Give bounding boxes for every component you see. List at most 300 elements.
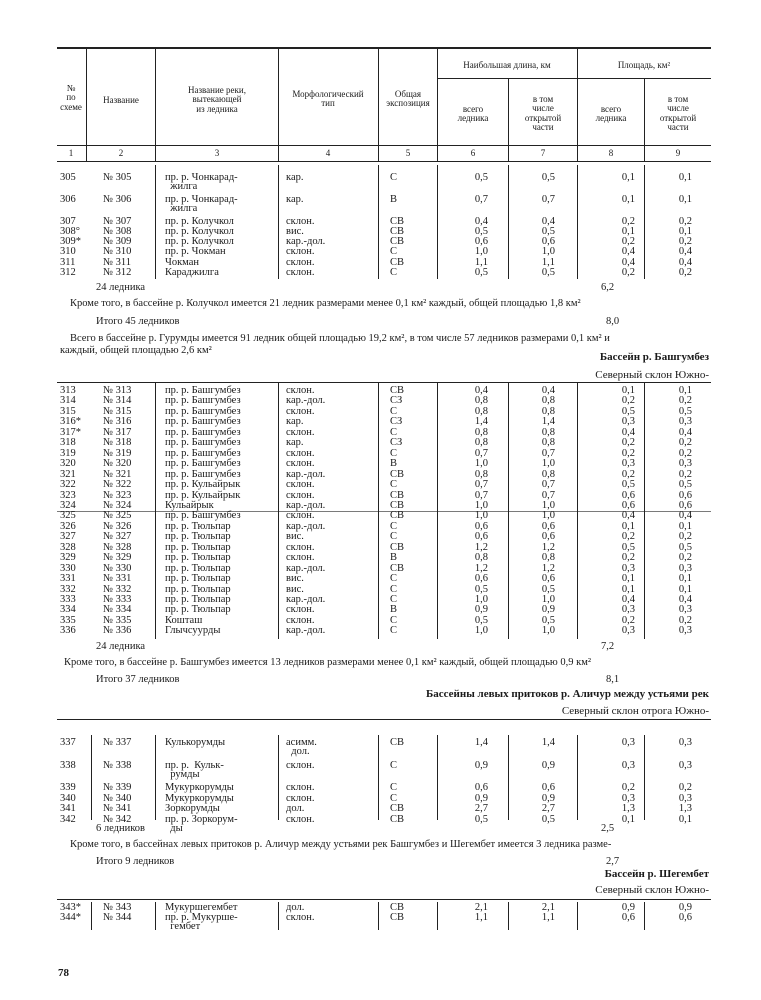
length-open: 1,0 (541, 499, 555, 511)
area-open: 0,2 (678, 216, 692, 227)
length-open: 1,1 (541, 257, 555, 268)
length-total: 0,6 (474, 531, 488, 543)
length-open: 0,4 (541, 385, 555, 396)
river-name: пр. р. Колучкол (165, 216, 234, 227)
glacier-number: 328 (60, 541, 76, 553)
area-total: 0,1 (621, 814, 635, 825)
group3-note: Кроме того, в бассейнах левых притоков р. Аличур между устьями рек Башгумбез и Шегембет имеется 3 ледника разме- (70, 839, 612, 850)
morph-type: склон. (286, 479, 315, 491)
river-name: пр. р. Колучкол (165, 226, 234, 237)
group3-total: Итого 9 ледников (96, 856, 175, 867)
glacier-number: 307 (60, 216, 76, 227)
river-name: пр. р. Башгумбез (165, 510, 241, 522)
length-open: 0,5 (541, 614, 555, 626)
length-total: 1,2 (474, 541, 488, 553)
length-open: 0,7 (541, 447, 555, 459)
group2-total: Итого 37 ледников (96, 674, 180, 685)
table-row (0, 417, 761, 427)
river-name: пр. р. Кульайрык (165, 489, 241, 501)
header-colnum: 1 (68, 148, 74, 158)
length-total: 1,0 (474, 246, 488, 257)
morph-type: склон. (286, 489, 315, 501)
morph-type: склон. (286, 216, 315, 227)
exposition: СЗ (390, 437, 403, 449)
morph-type: склон. (286, 385, 315, 396)
area-open: 0,1 (678, 172, 692, 183)
group1-note2b: каждый, общей площадью 2,6 км² (60, 345, 212, 356)
glacier-number: 341 (60, 803, 76, 814)
group3-total-area: 2,7 (606, 856, 620, 867)
river-name: пр. р. Тюльпар (165, 520, 231, 532)
length-open: 0,9 (541, 793, 555, 804)
morph-type: дол. (286, 902, 305, 913)
glacier-name: № 311 (103, 257, 132, 268)
exposition: СВ (390, 489, 405, 501)
river-name: пр. р. Тюльпар (165, 562, 231, 574)
glacier-number: 310 (60, 246, 76, 257)
exposition: В (390, 194, 398, 205)
glacier-name: № 343 (103, 902, 132, 913)
exposition: С (390, 520, 398, 532)
glacier-number: 332 (60, 583, 76, 595)
length-total: 0,6 (474, 782, 488, 793)
length-total: 0,4 (474, 216, 488, 227)
header-area-total: всего ледника (595, 104, 627, 124)
group4-basin-heading: Бассейн р. Шегембет (604, 868, 709, 880)
area-total: 0,3 (621, 458, 635, 470)
header-length-group: Наибольшая длина, км (463, 60, 551, 70)
glacier-name: № 333 (103, 594, 132, 605)
morph-type: склон. (286, 510, 315, 522)
area-total: 0,3 (621, 625, 635, 637)
area-total: 0,2 (621, 267, 635, 278)
table-row (0, 626, 761, 636)
header-colnum: 3 (214, 148, 220, 158)
exposition: С (390, 625, 398, 637)
glacier-name: № 341 (103, 803, 132, 814)
area-open: 0,2 (678, 395, 692, 407)
area-open: 0,3 (678, 737, 692, 748)
river-name: пр. р. Чокман (165, 246, 226, 257)
exposition: СВ (390, 803, 405, 814)
glacier-name: № 325 (103, 510, 132, 522)
area-open: 0,4 (678, 246, 692, 257)
river-name: пр. р. Башгумбез (165, 405, 241, 417)
area-open: 0,3 (678, 458, 692, 470)
morph-type: склон. (286, 405, 315, 417)
length-total: 0,7 (474, 194, 488, 205)
river-name: Мукуршегембет (165, 902, 238, 913)
table-row (0, 804, 761, 814)
header-col-river: Название реки, вытекающей из ледника (188, 85, 246, 114)
glacier-number: 342 (60, 814, 76, 825)
group2-count-area: 7,2 (601, 641, 615, 652)
table-row (0, 760, 761, 780)
area-total: 0,4 (621, 510, 635, 522)
river-name: Кулькорумды (165, 737, 226, 748)
length-open: 0,8 (541, 552, 555, 564)
glacier-name: № 305 (103, 172, 132, 183)
morph-type: кар.-дол. (286, 236, 326, 247)
area-open: 0,1 (678, 385, 692, 396)
river-name: пр. р. Тюльпар (165, 552, 231, 564)
header-area-group: Площадь, км² (617, 60, 671, 70)
glacier-name: № 314 (103, 395, 132, 407)
area-total: 0,4 (621, 246, 635, 257)
morph-type: вис. (286, 531, 304, 543)
area-total: 0,1 (621, 573, 635, 585)
glacier-name: № 323 (103, 489, 132, 501)
river-name: Глычсуурды (165, 625, 221, 637)
exposition: С (390, 246, 398, 257)
area-total: 0,3 (621, 604, 635, 616)
area-open: 0,5 (678, 479, 692, 491)
river-name: пр. р. Башгумбез (165, 458, 241, 470)
glacier-number: 321 (60, 468, 76, 480)
length-open: 1,0 (541, 594, 555, 605)
length-total: 0,8 (474, 468, 488, 480)
exposition: С (390, 426, 398, 438)
area-open: 0,4 (678, 594, 692, 605)
table-row (0, 194, 761, 214)
area-total: 0,6 (621, 912, 635, 923)
area-open: 0,1 (678, 573, 692, 585)
exposition: С (390, 793, 398, 804)
page-number: 78 (58, 967, 69, 979)
glacier-number: 339 (60, 782, 76, 793)
table-row (0, 268, 761, 278)
river-name: пр. р. Мукурше- гембет (165, 912, 238, 932)
river-name: пр. р. Башгумбез (165, 437, 241, 449)
length-open: 0,8 (541, 437, 555, 449)
glacier-number: 330 (60, 562, 76, 574)
group2-note: Кроме того, в бассейне р. Башгумбез имеется 13 ледников размерами менее 0,1 км² каждый, общей площадью 0,9 км² (64, 657, 592, 668)
length-open: 0,5 (541, 583, 555, 595)
area-open: 0,1 (678, 583, 692, 595)
length-total: 1,0 (474, 594, 488, 605)
river-name: пр. р. Зоркорум- ды (165, 814, 238, 834)
header-colnum: 8 (608, 148, 614, 158)
exposition: СВ (390, 541, 405, 553)
length-open: 0,6 (541, 236, 555, 247)
length-total: 0,8 (474, 426, 488, 438)
glacier-name: № 330 (103, 562, 132, 574)
area-total: 0,5 (621, 479, 635, 491)
length-open: 1,4 (541, 737, 555, 748)
header-col-no: № по схеме (60, 83, 82, 112)
morph-type: кар. (286, 416, 304, 428)
header-colnum: 4 (325, 148, 331, 158)
glacier-number: 308° (60, 226, 80, 237)
area-total: 0,5 (621, 405, 635, 417)
group4-top-rule (57, 899, 711, 900)
river-name: пр. р. Колучкол (165, 236, 234, 247)
area-open: 0,6 (678, 499, 692, 511)
morph-type: кар. (286, 437, 304, 449)
length-total: 0,5 (474, 614, 488, 626)
glacier-number: 344* (60, 912, 81, 923)
area-total: 0,1 (621, 194, 635, 205)
exposition: В (390, 458, 398, 470)
morph-type: кар. (286, 172, 304, 183)
length-total: 0,7 (474, 489, 488, 501)
glacier-number: 326 (60, 520, 76, 532)
area-total: 0,4 (621, 257, 635, 268)
table-row (0, 480, 761, 490)
morph-type: вис. (286, 583, 304, 595)
length-total: 0,8 (474, 552, 488, 564)
area-open: 0,1 (678, 194, 692, 205)
col-divider (278, 48, 279, 161)
morph-type: склон. (286, 246, 315, 257)
area-open: 0,1 (678, 814, 692, 825)
river-name: пр. р. Чонкарад- жилга (165, 194, 238, 214)
table-row (0, 605, 761, 615)
exposition: С (390, 172, 398, 183)
area-total: 0,2 (621, 531, 635, 543)
group1-total-area: 8,0 (606, 316, 620, 327)
length-open: 1,0 (541, 510, 555, 522)
river-name: Кульайрык (165, 499, 214, 511)
glacier-number: 314 (60, 395, 76, 407)
length-open: 0,8 (541, 405, 555, 417)
morph-type: вис. (286, 226, 304, 237)
area-total: 0,1 (621, 172, 635, 183)
area-total: 0,3 (621, 760, 635, 771)
area-open: 0,2 (678, 437, 692, 449)
exposition: С (390, 760, 398, 771)
glacier-number: 313 (60, 385, 76, 396)
exposition: СВ (390, 902, 405, 913)
glacier-number: 336 (60, 625, 76, 637)
table-row (0, 574, 761, 584)
length-total: 2,1 (474, 902, 488, 913)
area-total: 0,4 (621, 426, 635, 438)
length-total: 0,9 (474, 793, 488, 804)
length-open: 0,5 (541, 172, 555, 183)
area-total: 0,4 (621, 594, 635, 605)
glacier-number: 322 (60, 479, 76, 491)
glacier-name: № 307 (103, 216, 132, 227)
area-open: 0,2 (678, 236, 692, 247)
river-name: пр. р. Тюльпар (165, 604, 231, 616)
col-divider (378, 48, 379, 161)
river-name: Мукуркорумды (165, 782, 234, 793)
exposition: В (390, 604, 398, 616)
exposition: СВ (390, 562, 405, 574)
area-open: 0,4 (678, 510, 692, 522)
header-colnum: 2 (118, 148, 124, 158)
length-total: 1,0 (474, 510, 488, 522)
glacier-name: № 326 (103, 520, 132, 532)
morph-type: кар.-дол. (286, 625, 326, 637)
length-total: 0,8 (474, 395, 488, 407)
area-open: 0,5 (678, 405, 692, 417)
glacier-name: № 317 (103, 426, 132, 438)
length-open: 0,7 (541, 194, 555, 205)
glacier-number: 318 (60, 437, 76, 449)
table-row (0, 511, 761, 521)
group2-basin-heading: Бассейн р. Башгумбез (599, 351, 709, 363)
glacier-name: № 320 (103, 458, 132, 470)
glacier-name: № 310 (103, 246, 132, 257)
exposition: С (390, 531, 398, 543)
morph-type: кар.-дол. (286, 562, 326, 574)
area-total: 0,3 (621, 737, 635, 748)
river-name: пр. р. Тюльпар (165, 573, 231, 585)
col-divider (155, 48, 156, 161)
exposition: С (390, 479, 398, 491)
col-divider (86, 48, 87, 161)
length-open: 0,6 (541, 782, 555, 793)
glacier-number: 340 (60, 793, 76, 804)
table-row (0, 532, 761, 542)
river-name: Кошташ (165, 614, 203, 626)
glacier-number: 311 (60, 257, 76, 268)
glacier-name: № 337 (103, 737, 132, 748)
morph-type: склон. (286, 912, 315, 923)
morph-type: склон. (286, 458, 315, 470)
area-total: 0,1 (621, 226, 635, 237)
exposition: СВ (390, 510, 405, 522)
glacier-number: 317* (60, 426, 81, 438)
exposition: СВ (390, 216, 405, 227)
morph-type: вис. (286, 573, 304, 585)
length-open: 2,1 (541, 902, 555, 913)
length-total: 0,8 (474, 437, 488, 449)
glacier-number: 323 (60, 489, 76, 501)
length-total: 0,4 (474, 385, 488, 396)
exposition: СЗ (390, 416, 403, 428)
river-name: пр. р. Башгумбез (165, 416, 241, 428)
glacier-name: № 342 (103, 814, 132, 825)
glacier-name: № 315 (103, 405, 132, 417)
group2-slope-heading: Северный склон Южно- (595, 369, 709, 381)
length-total: 0,5 (474, 583, 488, 595)
length-open: 1,2 (541, 562, 555, 574)
length-total: 0,6 (474, 573, 488, 585)
length-open: 0,7 (541, 489, 555, 501)
area-total: 0,9 (621, 902, 635, 913)
glacier-name: № 313 (103, 385, 132, 396)
glacier-number: 316* (60, 416, 81, 428)
area-open: 0,4 (678, 257, 692, 268)
glacier-number: 327 (60, 531, 76, 543)
length-total: 0,7 (474, 447, 488, 459)
table-colnum-rule (57, 161, 711, 162)
glacier-number: 325 (60, 510, 76, 522)
glacier-number: 337 (60, 737, 76, 748)
river-name: пр. р. Башгумбез (165, 468, 241, 480)
glacier-name: № 339 (103, 782, 132, 793)
morph-type: склон. (286, 552, 315, 564)
river-name: пр. р. Башгумбез (165, 426, 241, 438)
group2-total-area: 8,1 (606, 674, 620, 685)
river-name: пр. р. Тюльпар (165, 583, 231, 595)
length-total: 0,6 (474, 520, 488, 532)
area-total: 0,1 (621, 520, 635, 532)
length-open: 1,2 (541, 541, 555, 553)
table-row (0, 491, 761, 501)
area-open: 0,6 (678, 912, 692, 923)
area-total: 0,2 (621, 447, 635, 459)
river-name: Чокман (165, 257, 200, 268)
group3-top-rule (57, 719, 711, 720)
glacier-number: 335 (60, 614, 76, 626)
glacier-name: № 331 (103, 573, 132, 585)
header-colnum: 7 (540, 148, 546, 158)
glacier-number: 333 (60, 594, 76, 605)
area-total: 0,1 (621, 385, 635, 396)
length-total: 1,1 (474, 257, 488, 268)
morph-type: склон. (286, 426, 315, 438)
table-row (0, 553, 761, 563)
header-col-expo: Общая экспозиция (386, 89, 430, 109)
glacier-number: 334 (60, 604, 76, 616)
glacier-name: № 306 (103, 194, 132, 205)
length-total: 0,5 (474, 226, 488, 237)
morph-type: склон. (286, 604, 315, 616)
area-open: 0,4 (678, 426, 692, 438)
area-total: 0,3 (621, 562, 635, 574)
exposition: СВ (390, 257, 405, 268)
glacier-name: № 335 (103, 614, 132, 626)
length-open: 0,4 (541, 216, 555, 227)
area-open: 0,9 (678, 902, 692, 913)
area-total: 0,2 (621, 552, 635, 564)
morph-type: склон. (286, 814, 315, 825)
area-open: 1,3 (678, 803, 692, 814)
exposition: С (390, 405, 398, 417)
river-name: пр. р. Башгумбез (165, 385, 241, 396)
length-open: 0,8 (541, 426, 555, 438)
area-total: 0,3 (621, 416, 635, 428)
area-open: 0,3 (678, 604, 692, 616)
exposition: С (390, 594, 398, 605)
exposition: С (390, 782, 398, 793)
table-row (0, 737, 761, 757)
group1-note2a: Всего в бассейне р. Гурумды имеется 91 ледник общей площадью 19,2 км², в том числе 57 ледников размерами 0,1 км² и (70, 333, 610, 344)
morph-type: кар.-дол. (286, 468, 326, 480)
header-len-open: в том числе открытой части (524, 94, 562, 133)
glacier-number: 306 (60, 194, 76, 205)
glacier-number: 338 (60, 760, 76, 771)
group1-total: Итого 45 ледников (96, 316, 180, 327)
morph-type: склон. (286, 541, 315, 553)
glacier-number: 319 (60, 447, 76, 459)
table-row (0, 912, 761, 932)
area-total: 1,3 (621, 803, 635, 814)
glacier-name: № 312 (103, 267, 132, 278)
exposition: С (390, 447, 398, 459)
area-total: 0,3 (621, 793, 635, 804)
header-colnum: 9 (675, 148, 681, 158)
area-open: 0,3 (678, 562, 692, 574)
glacier-name: № 327 (103, 531, 132, 543)
exposition: С (390, 267, 398, 278)
river-name: пр. р. Башгумбез (165, 447, 241, 459)
length-total: 1,4 (474, 737, 488, 748)
length-total: 0,7 (474, 479, 488, 491)
length-total: 0,9 (474, 760, 488, 771)
length-open: 1,0 (541, 625, 555, 637)
area-open: 0,2 (678, 552, 692, 564)
glacier-name: № 344 (103, 912, 132, 923)
length-open: 0,7 (541, 479, 555, 491)
area-open: 0,2 (678, 447, 692, 459)
glacier-name: № 340 (103, 793, 132, 804)
glacier-name: № 338 (103, 760, 132, 771)
